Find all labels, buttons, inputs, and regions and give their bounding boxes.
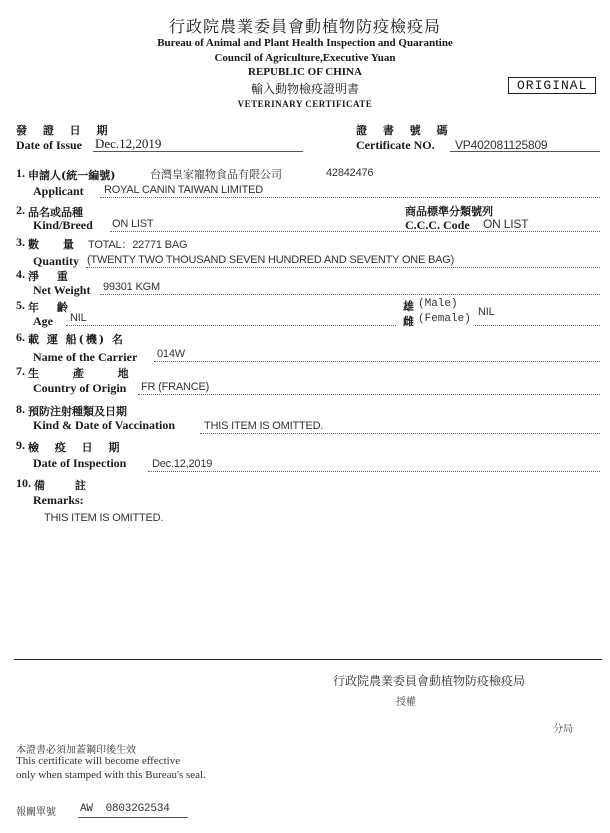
vaccination-underline — [200, 433, 600, 434]
issue-date-label-zh: 發 證 日 期 — [16, 124, 114, 137]
origin-label-zh: 生 產 地 — [28, 367, 129, 380]
ccc-value: ON LIST — [483, 217, 529, 231]
country-name: REPUBLIC OF CHINA — [248, 66, 362, 78]
weight-label-zh: 淨 重 — [28, 270, 68, 283]
customs-ref-label-zh: 報關單號 — [16, 807, 56, 818]
weight-underline — [100, 294, 600, 295]
carrier-label-zh: 載 運 船(機) 名 — [28, 333, 125, 346]
vaccination-label: Kind & Date of Vaccination — [33, 418, 176, 432]
inspection-label-zh: 檢 疫 日 期 — [28, 441, 120, 454]
inspection-underline — [148, 471, 600, 472]
footer-divider — [14, 659, 602, 660]
footer-branch-zh: 分局 — [553, 724, 573, 735]
age-label: Age — [33, 314, 53, 328]
certificate-number-label: Certificate NO. — [356, 138, 435, 152]
customs-ref-underline — [78, 817, 188, 818]
carrier-value: 014W — [157, 348, 185, 360]
quantity-label-zh: 數 量 — [28, 238, 74, 251]
weight-number: 4. — [16, 267, 25, 281]
applicant-name-zh: 台灣皇家寵物食品有限公司 — [150, 168, 282, 181]
title-zh: 行政院農業委員會動植物防疫檢疫局 — [168, 17, 441, 36]
issue-date-value: Dec.12,2019 — [95, 136, 162, 151]
male-label: (Male) — [418, 298, 458, 310]
age-value: NIL — [70, 312, 87, 324]
notice-zh: 本證書必須加蓋鋼印後生效 — [16, 745, 136, 756]
kind-label-zh: 品名或品種 — [28, 206, 83, 219]
quantity-underline — [86, 267, 600, 268]
kind-underline — [110, 231, 600, 232]
age-label-zh: 年 齡 — [28, 301, 68, 314]
weight-label: Net Weight — [33, 283, 91, 297]
ccc-label-zh: 商品標準分類號列 — [405, 205, 493, 218]
female-label-zh: 雌 — [403, 315, 414, 328]
carrier-number: 6. — [16, 330, 25, 344]
male-label-zh: 雄 — [403, 300, 414, 313]
certificate-number-label-zh: 證 書 號 碼 — [356, 124, 454, 137]
origin-underline — [138, 394, 600, 395]
origin-number: 7. — [16, 364, 25, 378]
bureau-name: Bureau of Animal and Plant Health Inspection and Quarantine — [157, 37, 453, 49]
ccc-label: C.C.C. Code — [405, 218, 470, 232]
applicant-label-zh: 申請人(統一編號) — [28, 169, 116, 182]
origin-label: Country of Origin — [33, 381, 127, 395]
issue-date-label: Date of Issue — [16, 138, 82, 152]
customs-ref-value: AW 08032G2534 — [80, 803, 170, 815]
quantity-total: TOTAL：22771 BAG — [88, 239, 188, 251]
kind-number: 2. — [16, 203, 25, 217]
carrier-label: Name of the Carrier — [33, 350, 138, 364]
applicant-label: Applicant — [33, 184, 84, 198]
notice-en-line1: This certificate will become effective — [16, 755, 181, 767]
certificate-number-underline — [450, 151, 600, 152]
sex-value: NIL — [478, 306, 495, 318]
footer-bureau-zh: 行政院農業委員會動植物防疫檢疫局 — [333, 674, 526, 688]
inspection-number: 9. — [16, 438, 25, 452]
issue-date-underline — [93, 151, 303, 152]
applicant-value: ROYAL CANIN TAIWAN LIMITED — [104, 184, 264, 196]
quantity-number: 3. — [16, 235, 25, 249]
footer-sign-zh: 授權 — [396, 697, 416, 708]
remarks-number: 10. — [16, 476, 31, 490]
applicant-number: 1. — [16, 166, 25, 180]
age-underline — [66, 325, 396, 326]
certificate-title-en: VETERINARY CERTIFICATE — [237, 99, 373, 109]
vaccination-number: 8. — [16, 402, 25, 416]
remarks-label-zh: 備 註 — [34, 479, 86, 492]
kind-value: ON LIST — [112, 218, 154, 230]
notice-en-line2: only when stamped with this Bureau's seal. — [16, 769, 206, 781]
certificate-title-zh: 輸入動物檢疫證明書 — [250, 82, 359, 96]
inspection-label: Date of Inspection — [33, 456, 127, 470]
certificate-number-value: VP402081125809 — [455, 138, 548, 152]
quantity-words: (TWENTY TWO THOUSAND SEVEN HUNDRED AND SEVENTY ONE BAG) — [87, 254, 455, 266]
weight-value: 99301 KGM — [103, 281, 160, 293]
kind-label: Kind/Breed — [33, 218, 93, 232]
quantity-label: Quantity — [33, 254, 80, 268]
applicant-underline — [100, 197, 600, 198]
carrier-underline — [154, 361, 600, 362]
council-name: Council of Agriculture,Executive Yuan — [214, 52, 396, 64]
inspection-value: Dec.12,2019 — [152, 458, 213, 470]
female-label: (Female) — [418, 313, 471, 325]
vaccination-value: THIS ITEM IS OMITTED. — [204, 420, 324, 432]
original-stamp: ORIGINAL — [508, 77, 596, 94]
remarks-label: Remarks: — [33, 493, 84, 507]
sex-underline — [475, 325, 600, 326]
remarks-value: THIS ITEM IS OMITTED. — [44, 512, 164, 524]
applicant-id: 42842476 — [326, 167, 374, 179]
age-number: 5. — [16, 298, 25, 312]
origin-value: FR (FRANCE) — [141, 381, 210, 393]
vaccination-label-zh: 預防注射種類及日期 — [28, 405, 127, 418]
